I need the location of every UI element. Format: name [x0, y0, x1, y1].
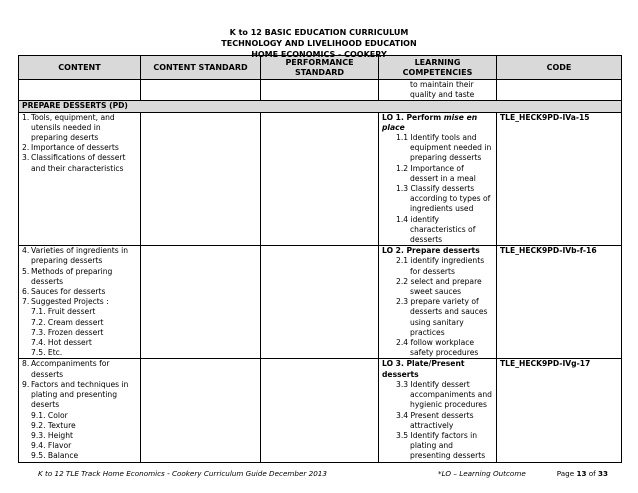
content-item: 5. Methods of preparing desserts — [22, 266, 113, 286]
content-item: 7.2. Cream dessert — [31, 317, 104, 327]
competency-item: 2.2 select and prepare sweet sauces — [396, 276, 482, 297]
content-cell — [19, 359, 141, 462]
col-header-content: CONTENT — [19, 56, 141, 80]
content-item: 7.5. Etc. — [31, 348, 63, 358]
code-cell: TLE_HECK9PD-IVa-15 — [497, 112, 622, 246]
table-row — [19, 80, 622, 101]
carry-over-competency: to maintain their quality and taste — [379, 80, 497, 101]
content-cell — [19, 112, 141, 246]
content-standard-cell — [141, 112, 261, 246]
content-item: 8. Accompaniments for desserts — [22, 359, 110, 379]
content-item: 7.4. Hot dessert — [31, 338, 92, 348]
content-item: 4. Varieties of ingredients in preparing desserts — [22, 246, 129, 266]
content-item: 9.3. Height — [31, 430, 74, 440]
competencies-cell — [379, 246, 497, 359]
competencies-cell — [379, 112, 497, 246]
performance-standard-cell — [261, 359, 379, 462]
curriculum-table — [18, 55, 622, 463]
table-row — [19, 112, 622, 246]
content-item: 9. Factors and techniques in plating and presenting deserts — [22, 379, 129, 410]
content-item: 9.4. Flavor — [31, 441, 72, 451]
doc-title-line3: HOME ECONOMICS - COOKERY — [251, 50, 387, 59]
col-header-learning-competencies: LEARNING COMPETENCIES — [379, 56, 497, 80]
content-item: 6. Sauces for desserts — [22, 287, 106, 297]
doc-title-line1: K to 12 BASIC EDUCATION CURRICULUM — [229, 28, 409, 37]
learning-outcome: LO 2. Prepare desserts — [382, 246, 480, 256]
content-item: 9.1. Color — [31, 410, 68, 420]
content-standard-cell — [141, 246, 261, 359]
content-item: 3. Classifications of dessert and their characteristics — [22, 153, 126, 173]
footer-note: *LO – Learning Outcome — [438, 469, 526, 478]
table-row — [19, 246, 622, 359]
code-cell: TLE_HECK9PD-IVg-17 — [497, 359, 622, 462]
content-item: 7. Suggested Projects : — [22, 297, 109, 307]
section-row — [19, 101, 622, 112]
table-row — [19, 359, 622, 462]
section-title: PREPARE DESSERTS (PD) — [19, 101, 622, 112]
competency-item: 1.3 Classify desserts according to types of ingredients used — [396, 184, 491, 214]
competency-item: 2.1 identify ingredients for desserts — [396, 256, 485, 276]
learning-outcome: LO 3. Plate/Present desserts — [382, 359, 465, 379]
content-item: 7.1. Fruit dessert — [31, 307, 96, 317]
competency-item: 1.2 Importance of dessert in a meal — [396, 163, 476, 183]
page-number: Page 13 of 33 — [556, 469, 608, 478]
content-item: 1. Tools, equipment, and utensils needed in preparing deserts — [22, 112, 115, 143]
performance-standard-cell — [261, 112, 379, 246]
content-item: 2. Importance of desserts — [22, 143, 119, 153]
content-item: 9.5. Balance — [31, 451, 79, 461]
doc-title-line2: TECHNOLOGY AND LIVELIHOOD EDUCATION — [221, 39, 417, 48]
content-item: 9.2. Texture — [31, 420, 76, 430]
col-header-performance-standard: PERFORMANCE STANDARD — [261, 56, 379, 80]
competency-item: 2.4 follow workplace safety procedures — [396, 338, 479, 358]
competency-item: 3.3 Identify dessert accompaniments and hygienic procedures — [396, 379, 492, 410]
col-header-code: CODE — [497, 56, 622, 80]
performance-standard-cell — [261, 246, 379, 359]
competency-item: 3.5 Identify factors in plating and presenting desserts — [396, 430, 486, 461]
competency-item: 2.3 prepare variety of desserts and sauces using sanitary practices — [396, 297, 488, 337]
content-standard-cell — [141, 359, 261, 462]
competency-item: 1.1 Identify tools and equipment needed in preparing desserts — [396, 133, 492, 163]
competency-item: 3.4 Present desserts attractively — [396, 410, 474, 430]
competency-item: 1.4 identify characteristics of desserts — [396, 214, 476, 245]
col-header-content-standard: CONTENT STANDARD — [141, 56, 261, 80]
footer-guide-title: K to 12 TLE Track Home Economics - Cookery Curriculum Guide December 2013 — [38, 469, 327, 478]
competencies-cell — [379, 359, 497, 462]
content-cell — [19, 246, 141, 359]
code-cell: TLE_HECK9PD-IVb-f-16 — [497, 246, 622, 359]
learning-outcome: LO 1. Perform mise en place — [382, 112, 478, 132]
content-item: 7.3. Frozen dessert — [31, 327, 104, 337]
